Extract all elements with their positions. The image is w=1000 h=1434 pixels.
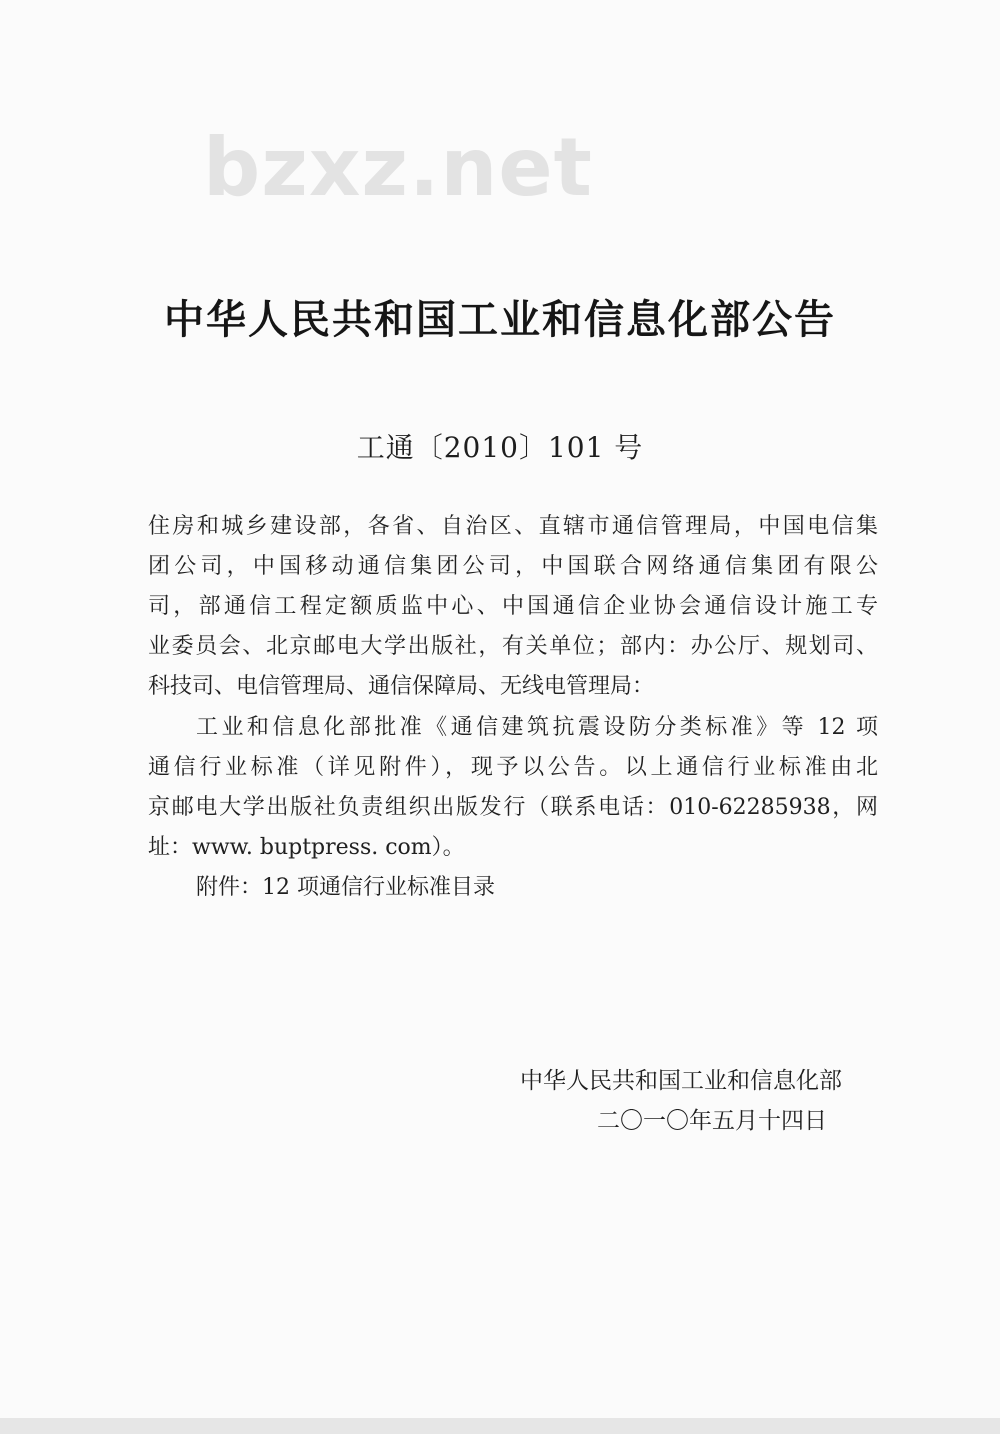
page-title: 中华人民共和国工业和信息化部公告 [164, 297, 836, 343]
document-number: 工通〔2010〕101 号 [356, 431, 644, 464]
body-line: 址：www. buptpress. com）。 [148, 835, 465, 860]
recipients-line: 住房和城乡建设部，各省、自治区、直辖市通信管理局，中国电信集 [148, 514, 878, 539]
body-line: 京邮电大学出版社负责组织出版发行（联系电话：010-62285938，网 [148, 795, 878, 820]
issuer-signature: 中华人民共和国工业和信息化部 [520, 1068, 842, 1094]
bottom-strip [0, 1418, 1000, 1434]
recipients-line: 科技司、电信管理局、通信保障局、无线电管理局： [148, 674, 655, 699]
issue-date: 二〇一〇年五月十四日 [597, 1108, 827, 1134]
attachment-note: 附件：12 项通信行业标准目录 [196, 875, 495, 900]
recipients-line: 司，部通信工程定额质监中心、中国通信企业协会通信设计施工专 [148, 594, 878, 619]
recipients-line: 团公司，中国移动通信集团公司，中国联合网络通信集团有限公 [148, 554, 878, 579]
recipients-line: 业委员会、北京邮电大学出版社，有关单位；部内：办公厅、规划司、 [148, 634, 878, 659]
body-line: 通信行业标准（详见附件），现予以公告。以上通信行业标准由北 [148, 755, 878, 780]
body-line: 工业和信息化部批准《通信建筑抗震设防分类标准》等 12 项 [196, 715, 878, 740]
watermark: bzxz.net [203, 121, 593, 214]
